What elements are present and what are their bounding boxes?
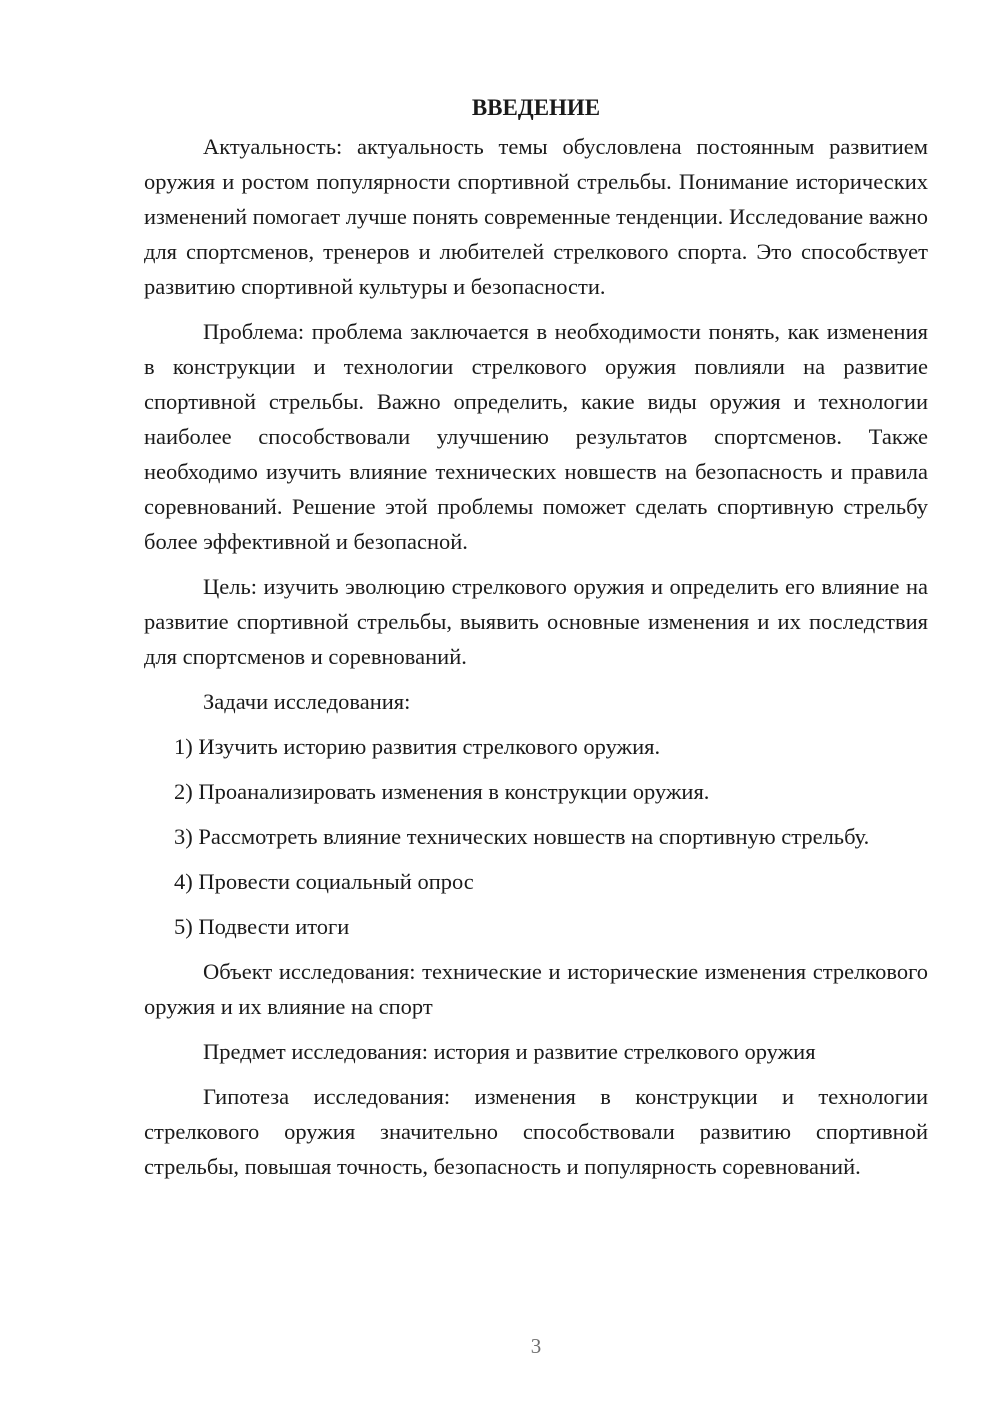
list-item: 5) Подвести итоги [174,914,350,939]
document-page [144,90,928,1194]
paragraph-object: Объект исследования: технические и исторические изменения стрелкового оружия и их влияние на спорт [144,959,928,1019]
tasks-heading: Задачи исследования: [203,689,411,714]
paragraph-relevance: Актуальность: актуальность темы обусловлена постоянным развитием оружия и ростом популярности спортивной стрельбы. Понимание исторических изменений помогает лучше понять современные тенденции. Исследование важно для спортсменов, тренеров и любителей стрелкового спорта. Это способствует развитию спортивной культуры и безопасности. [144,134,928,299]
paragraph-goal: Цель: изучить эволюцию стрелкового оружия и определить его влияние на развитие спортивной стрельбы, выявить основные изменения и их последствия для спортсменов и соревнований. [144,574,928,669]
paragraph-subject: Предмет исследования: история и развитие стрелкового оружия [203,1039,816,1064]
paragraph-hypothesis: Гипотеза исследования: изменения в конструкции и технологии стрелкового оружия значительно способствовали развитию спортивной стрельбы, повышая точность, безопасность и популярность соревнований. [144,1084,928,1179]
section-title: ВВЕДЕНИЕ [471,95,601,120]
list-item: 3) Рассмотреть влияние технических новшеств на спортивную стрельбу. [174,824,870,849]
list-item: 2) Проанализировать изменения в конструкции оружия. [174,779,710,804]
list-item: 1) Изучить историю развития стрелкового оружия. [174,734,661,759]
list-item: 4) Провести социальный опрос [174,869,474,894]
page-number: 3 [530,1334,542,1358]
paragraph-problem: Проблема: проблема заключается в необходимости понять, как изменения в конструкции и технологии стрелкового оружия повлияли на развитие спортивной стрельбы. Важно определить, какие виды оружия и технологии наиболее способствовали улучшению результатов спортсменов. Также необходимо изучить влияние технических новшеств на безопасность и правила соревнований. Решение этой проблемы поможет сделать спортивную стрельбу более эффективной и безопасной. [144,319,928,554]
tasks-list [144,729,928,944]
